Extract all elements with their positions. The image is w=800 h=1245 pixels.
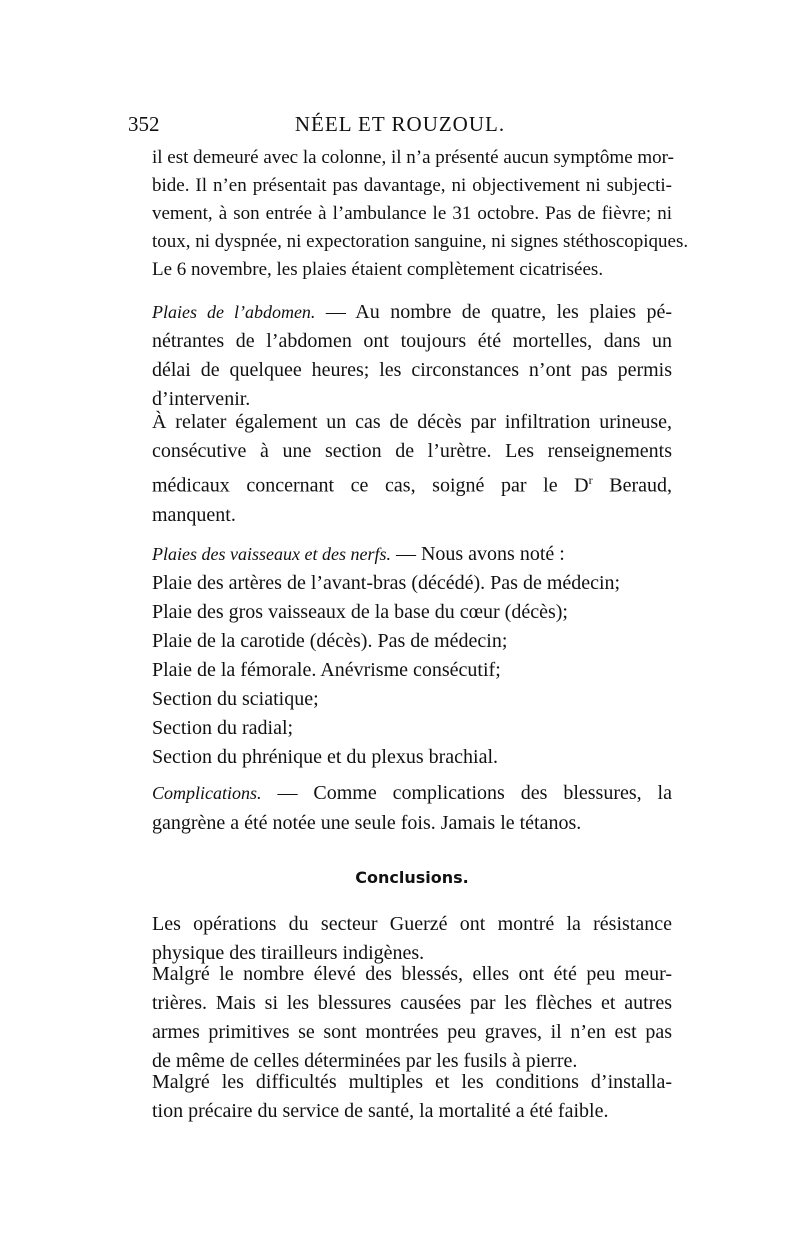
section-heading-vessels: Plaies des vaisseaux et des nerfs. [152, 544, 391, 564]
list-item: Plaie de la carotide (décès). Pas de médecin; [152, 630, 508, 652]
text-line: délai de quelquee heures; les circonstances n’ont pas permis [152, 359, 672, 381]
text-run: médicaux concernant ce cas, soigné par le D [152, 474, 589, 497]
superscript: r [588, 473, 593, 487]
list-item: Section du phrénique et du plexus brachial. [152, 746, 499, 768]
text-line: tion précaire du service de santé, la mortalité a été faible. [152, 1100, 609, 1122]
text-line: À relater également un cas de décès par infiltration urineuse, [152, 411, 672, 433]
paragraph-vessels [152, 540, 672, 772]
paragraph-complications [152, 778, 672, 838]
running-title: NÉEL ET ROUZOUL. [294, 112, 506, 136]
text-line: Malgré le nombre élevé des blessés, elles ont été peu meur- [152, 963, 672, 985]
paragraph-conclusions-3 [152, 1068, 672, 1126]
section-title-conclusions: Conclusions. [355, 868, 469, 887]
text-line [152, 298, 672, 327]
text-line: bide. Il n’en présentait pas davantage, ni objectivement ni subjecti- [152, 175, 672, 196]
list-item: Plaie des artères de l’avant-bras (décédé). Pas de médecin; [152, 572, 621, 594]
text-run: — Comme complications des blessures, la [261, 782, 672, 804]
text-line: d’intervenir. [152, 388, 251, 410]
paragraph-continuation [152, 144, 689, 284]
text-line: de même de celles déterminées par les fusils à pierre. [152, 1050, 578, 1072]
text-line [152, 540, 672, 569]
text-line: Les opérations du secteur Guerzé ont montré la résistance [152, 913, 672, 935]
text-line [152, 466, 672, 501]
text-line: toux, ni dyspnée, ni expectoration sanguine, ni signes stéthoscopiques. [152, 231, 689, 252]
running-head [128, 112, 672, 142]
text-line: nétrantes de l’abdomen ont toujours été mortelles, dans un [152, 330, 672, 352]
text-line [152, 778, 672, 808]
text-line: manquent. [152, 503, 236, 526]
text-line: vement, à son entrée à l’ambulance le 31 octobre. Pas de fièvre; ni [152, 203, 672, 224]
list-item: Section du radial; [152, 717, 294, 739]
text-run: — Au nombre de quatre, les plaies pé- [315, 301, 672, 323]
list-item: Section du sciatique; [152, 688, 319, 710]
paragraph-urethra [152, 408, 672, 530]
paragraph-abdomen [152, 298, 672, 414]
list-item: Plaie des gros vaisseaux de la base du cœur (décès); [152, 601, 568, 623]
list-item: Plaie de la fémorale. Anévrisme consécutif; [152, 659, 501, 681]
text-run: — Nous avons noté : [390, 543, 565, 565]
text-line: consécutive à une section de l’urètre. Les renseignements [152, 440, 672, 462]
section-heading-abdomen: Plaies de l’abdomen. [152, 302, 316, 322]
text-line: Le 6 novembre, les plaies étaient complètement cicatrisées. [152, 259, 604, 280]
section-heading-complications: Complications. [152, 783, 262, 803]
text-line: gangrène a été notée une seule fois. Jamais le tétanos. [152, 812, 582, 834]
text-line: il est demeuré avec la colonne, il n’a présenté aucun symptôme mor- [152, 147, 674, 168]
page-number: 352 [128, 112, 160, 136]
text-line: physique des tirailleurs indigènes. [152, 942, 425, 964]
text-line: Malgré les difficultés multiples et les conditions d’installa- [152, 1071, 672, 1093]
text-run: Beraud, [592, 474, 672, 497]
text-line: trières. Mais si les blessures causées par les flèches et autres [152, 992, 672, 1014]
text-line: armes primitives se sont montrées peu graves, il n’en est pas [152, 1021, 672, 1043]
paragraph-conclusions-2 [152, 960, 672, 1076]
